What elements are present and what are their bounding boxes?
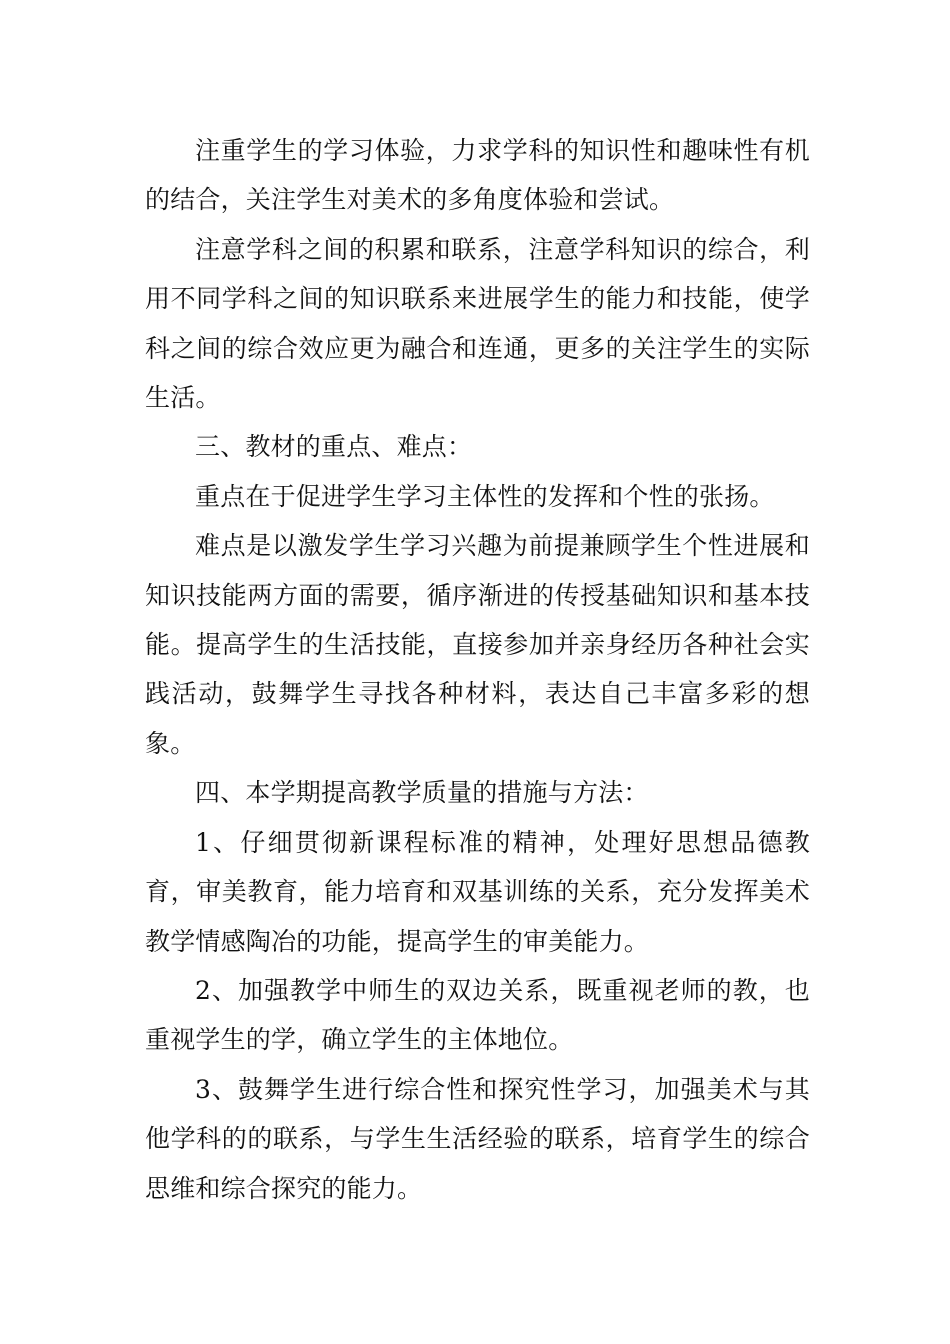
list-item-1: 1、仔细贯彻新课程标准的精神，处理好思想品德教育，审美教育，能力培育和双基训练的关系，充分发挥美术教学情感陶冶的功能，提高学生的审美能力。 bbox=[145, 827, 810, 956]
paragraph-difficulties: 难点是以激发学生学习兴趣为前提兼顾学生个性进展和知识技能两方面的需要，循序渐进的传授基础知识和基本技能。提高学生的生活技能，直接参加并亲身经历各种社会实践活动，鼓舞学生寻找各种材料，表达自己丰富多彩的想象。 bbox=[145, 531, 810, 758]
list-item-2: 2、加强教学中师生的双边关系，既重视老师的教，也重视学生的学，确立学生的主体地位。 bbox=[145, 975, 810, 1055]
list-item-3: 3、鼓舞学生进行综合性和探究性学习，加强美术与其他学科的的联系，与学生生活经验的联系，培育学生的综合思维和综合探究的能力。 bbox=[145, 1074, 810, 1203]
document-body bbox=[145, 126, 810, 1213]
section-heading-4: 四、本学期提高教学质量的措施与方法： bbox=[195, 778, 649, 808]
paragraph-2: 注意学科之间的积累和联系，注意学科知识的综合，利用不同学科之间的知识联系来进展学生的能力和技能，使学科之间的综合效应更为融合和连通，更多的关注学生的实际生活。 bbox=[145, 234, 810, 413]
section-heading-3: 三、教材的重点、难点： bbox=[195, 432, 473, 462]
paragraph-1: 注重学生的学习体验，力求学科的知识性和趣味性有机的结合，关注学生对美术的多角度体验和尝试。 bbox=[145, 136, 810, 215]
paragraph-key-points: 重点在于促进学生学习主体性的发挥和个性的张扬。 bbox=[195, 481, 775, 511]
